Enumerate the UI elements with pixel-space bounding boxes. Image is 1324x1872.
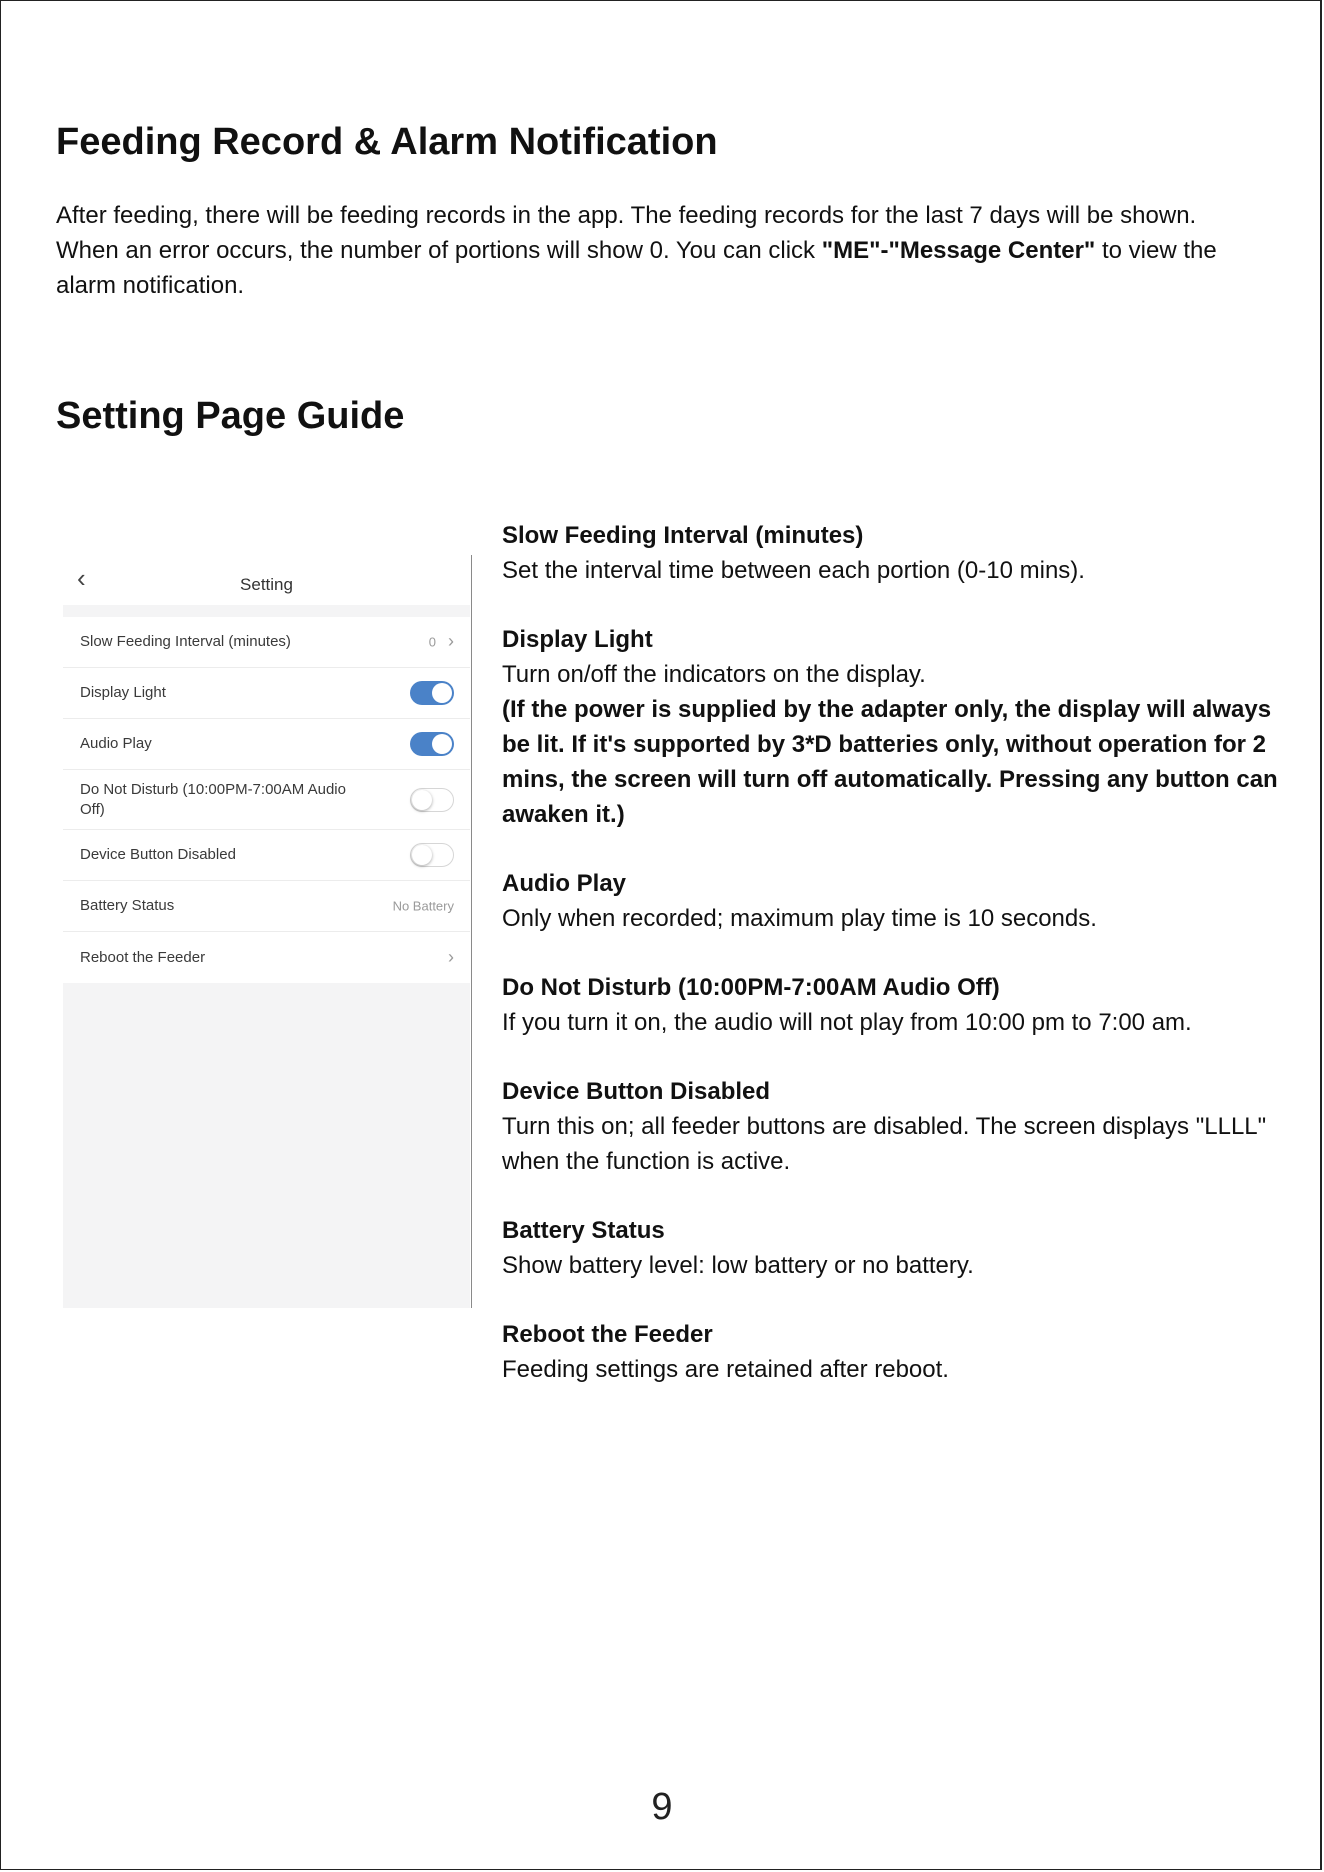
feeding-record-text: After feeding, there will be feeding records in the app. The feeding records for the last 7 days will be shown. When an error occurs, the number of portions will show 0. You can click bbox=[56, 202, 1197, 264]
display-light-toggle[interactable] bbox=[410, 681, 454, 705]
setting-row-do-not-disturb bbox=[63, 770, 470, 830]
app-title: Setting bbox=[240, 575, 293, 594]
guide-item-desc: Feeding settings are retained after reboot. bbox=[502, 1356, 949, 1383]
guide-item-desc: Show battery level: low battery or no battery. bbox=[502, 1252, 974, 1279]
app-setting-screenshot bbox=[63, 555, 470, 1308]
guide-item bbox=[502, 622, 1292, 832]
guide-item bbox=[502, 866, 1292, 936]
guide-item-desc: Only when recorded; maximum play time is 10 seconds. bbox=[502, 905, 1097, 932]
feeding-record-text-end: to view the alarm notification. bbox=[56, 237, 1217, 299]
battery-status-value: No Battery bbox=[392, 898, 454, 914]
chevron-right-icon: › bbox=[448, 946, 454, 967]
page-number: 9 bbox=[651, 1786, 673, 1828]
section-title-feeding-record: Feeding Record & Alarm Notification bbox=[56, 121, 718, 163]
guide-item-title: Audio Play bbox=[502, 870, 627, 897]
setting-label: Reboot the Feeder bbox=[80, 948, 206, 966]
device-button-disabled-toggle[interactable] bbox=[410, 843, 454, 867]
feeding-record-paragraph bbox=[56, 198, 1256, 303]
app-header bbox=[63, 555, 470, 605]
section-title-setting-guide: Setting Page Guide bbox=[56, 395, 405, 437]
chevron-left-icon[interactable]: ‹ bbox=[77, 563, 86, 593]
guide-item-desc: If you turn it on, the audio will not play from 10:00 pm to 7:00 am. bbox=[502, 1009, 1192, 1036]
message-center-path: "ME"-"Message Center" bbox=[821, 237, 1096, 264]
setting-label: Device Button Disabled bbox=[80, 846, 236, 863]
chevron-right-icon: › bbox=[448, 631, 454, 652]
guide-item-note: (If the power is supplied by the adapter only, the display will always be lit. If it's supported by 3*D batteries only, without operation for 2 mins, the screen will turn off automatically. Pressing any button can awaken it.) bbox=[502, 696, 1278, 828]
guide-item bbox=[502, 518, 1292, 588]
divider bbox=[471, 555, 472, 1308]
guide-item-desc: Turn on/off the indicators on the display. bbox=[502, 661, 926, 688]
setting-label: Audio Play bbox=[80, 735, 152, 752]
guide-item bbox=[502, 1074, 1292, 1179]
guide-item bbox=[502, 1213, 1292, 1283]
toggle-knob bbox=[412, 790, 432, 810]
setting-label: Slow Feeding Interval (minutes) bbox=[80, 633, 291, 650]
guide-item bbox=[502, 1317, 1292, 1387]
setting-row-slow-feeding[interactable] bbox=[63, 617, 470, 668]
setting-row-display-light bbox=[63, 668, 470, 719]
setting-row-reboot[interactable] bbox=[63, 932, 470, 983]
guide-item-title: Slow Feeding Interval (minutes) bbox=[502, 522, 864, 549]
setting-label: Display Light bbox=[80, 684, 166, 701]
guide-item-title: Do Not Disturb (10:00PM-7:00AM Audio Off) bbox=[502, 974, 1000, 1001]
setting-guide-list bbox=[502, 518, 1292, 1421]
setting-label: Do Not Disturb (10:00PM-7:00AM Audio Off) bbox=[80, 780, 346, 818]
guide-item-title: Device Button Disabled bbox=[502, 1078, 771, 1105]
guide-item-title: Display Light bbox=[502, 626, 653, 653]
toggle-knob bbox=[412, 845, 432, 865]
guide-item-title: Reboot the Feeder bbox=[502, 1321, 713, 1348]
audio-play-toggle[interactable] bbox=[410, 732, 454, 756]
toggle-knob bbox=[432, 734, 452, 754]
settings-list bbox=[63, 617, 470, 983]
guide-item-title: Battery Status bbox=[502, 1217, 665, 1244]
guide-item-desc: Turn this on; all feeder buttons are disabled. The screen displays "LLLL" when the function is active. bbox=[502, 1113, 1267, 1175]
setting-row-battery-status bbox=[63, 881, 470, 932]
guide-item-desc: Set the interval time between each portion (0-10 mins). bbox=[502, 557, 1085, 584]
toggle-knob bbox=[432, 683, 452, 703]
setting-label: Battery Status bbox=[80, 897, 175, 914]
setting-row-device-button-disabled bbox=[63, 830, 470, 881]
do-not-disturb-toggle[interactable] bbox=[410, 788, 454, 812]
setting-value: 0 bbox=[428, 634, 436, 650]
guide-item bbox=[502, 970, 1292, 1040]
setting-row-audio-play bbox=[63, 719, 470, 770]
